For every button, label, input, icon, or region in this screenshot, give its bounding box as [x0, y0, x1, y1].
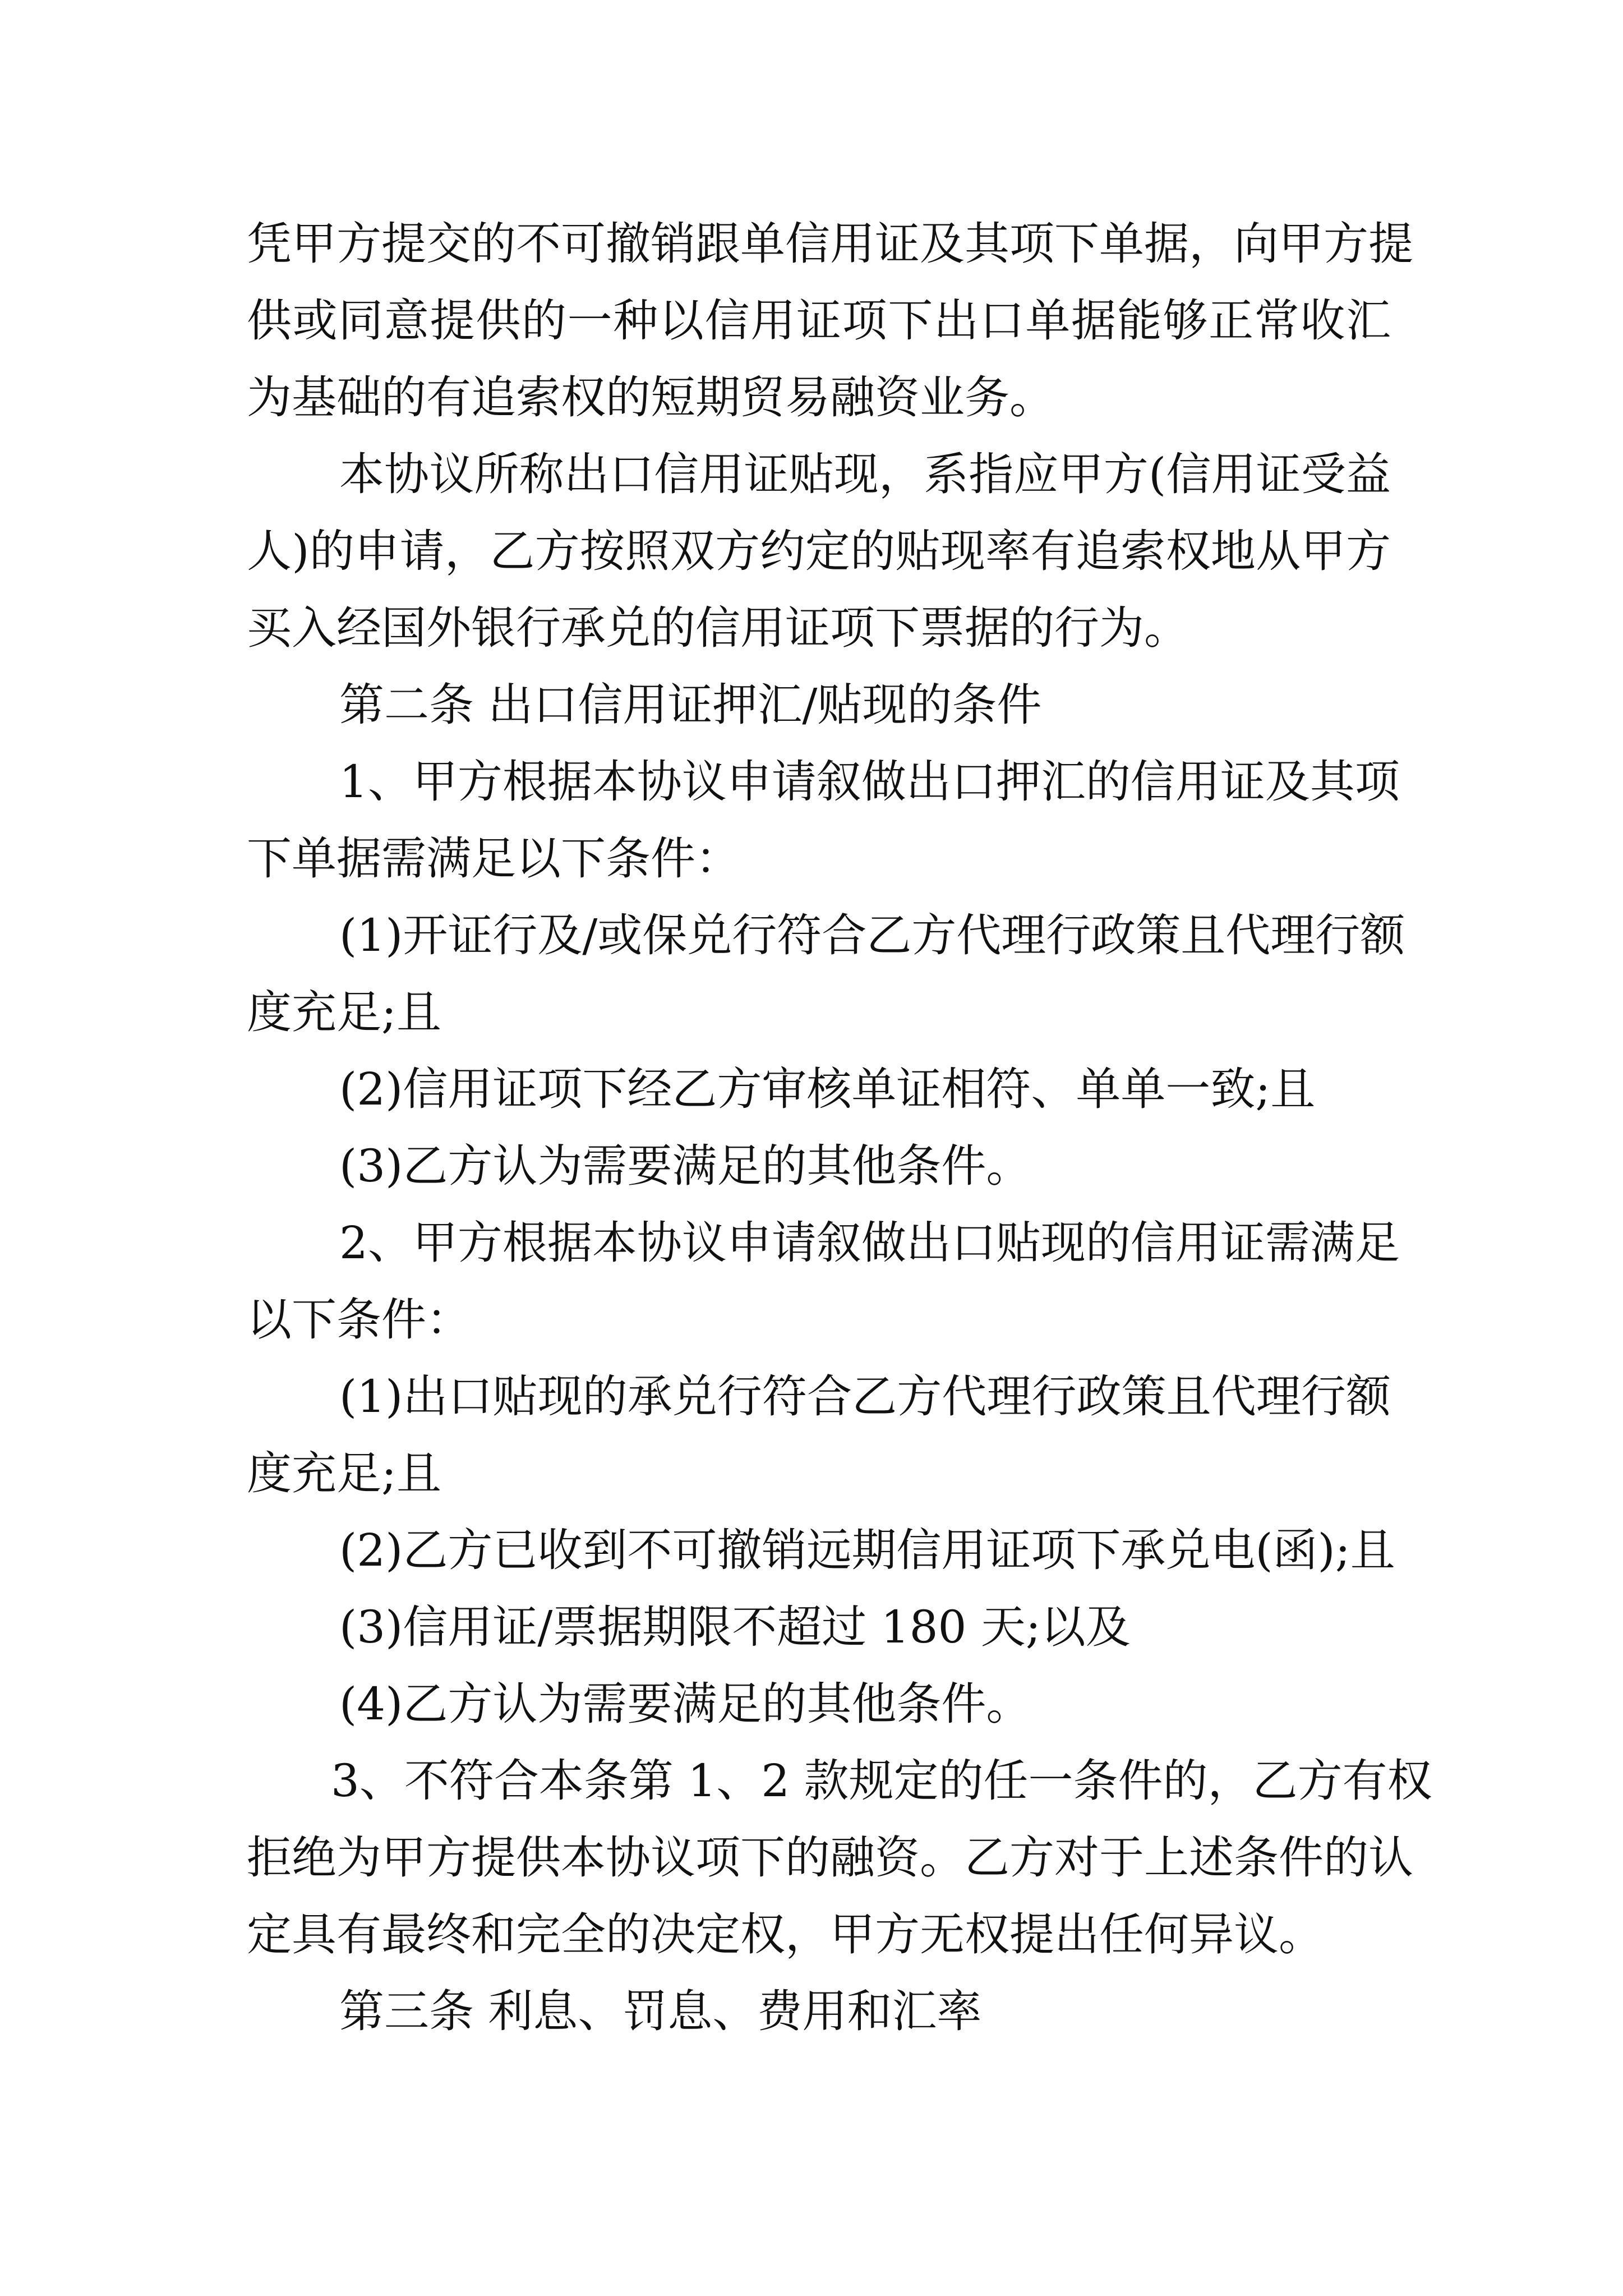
paragraph-line: 1、甲方根据本协议申请叙做出口押汇的信用证及其项: [339, 756, 1400, 808]
section-heading: 第二条 出口信用证押汇/贴现的条件: [339, 679, 1042, 731]
section-heading: 第三条 利息、罚息、费用和汇率: [339, 1985, 982, 2037]
paragraph-line: 下单据需满足以下条件：: [247, 832, 740, 885]
list-item-line: (4)乙方认为需要满足的其他条件。: [339, 1678, 1031, 1730]
list-item-line: 度充足;且: [247, 986, 441, 1038]
paragraph-line: 人)的申请，乙方按照双方约定的贴现率有追索权地从甲方: [247, 525, 1391, 577]
list-item-line: (1)开证行及/或保兑行符合乙方代理行政策且代理行额: [339, 909, 1405, 961]
list-item-line: 度充足;且: [247, 1447, 441, 1499]
paragraph-line: 2、甲方根据本协议申请叙做出口贴现的信用证需满足: [339, 1217, 1400, 1269]
list-item-line: (3)信用证/票据期限不超过 180 天;以及: [339, 1601, 1131, 1653]
list-item-line: (2)乙方已收到不可撤销远期信用证项下承兑电(函);且: [339, 1524, 1395, 1576]
paragraph-line: 供或同意提供的一种以信用证项下出口单据能够正常收汇: [247, 295, 1391, 347]
paragraph-line: 凭甲方提交的不可撤销跟单信用证及其项下单据，向甲方提: [247, 218, 1413, 270]
list-item-line: (3)乙方认为需要满足的其他条件。: [339, 1140, 1031, 1192]
paragraph-line: 买入经国外银行承兑的信用证项下票据的行为。: [247, 602, 1189, 654]
paragraph-line: 以下条件：: [247, 1294, 471, 1346]
paragraph-line: 拒绝为甲方提供本协议项下的融资。乙方对于上述条件的认: [247, 1832, 1413, 1884]
list-item-line: (2)信用证项下经乙方审核单证相符、单单一致;且: [339, 1063, 1316, 1115]
list-item-line: (1)出口贴现的承兑行符合乙方代理行政策且代理行额: [339, 1370, 1391, 1423]
paragraph-line: 为基础的有追索权的短期贸易融资业务。: [247, 371, 1054, 424]
paragraph-line: 定具有最终和完全的决定权，甲方无权提出任何异议。: [247, 1908, 1324, 1961]
paragraph-line: 3、不符合本条第 1、2 款规定的任一条件的，乙方有权: [331, 1755, 1432, 1807]
paragraph-line: 本协议所称出口信用证贴现，系指应甲方(信用证受益: [339, 448, 1391, 500]
